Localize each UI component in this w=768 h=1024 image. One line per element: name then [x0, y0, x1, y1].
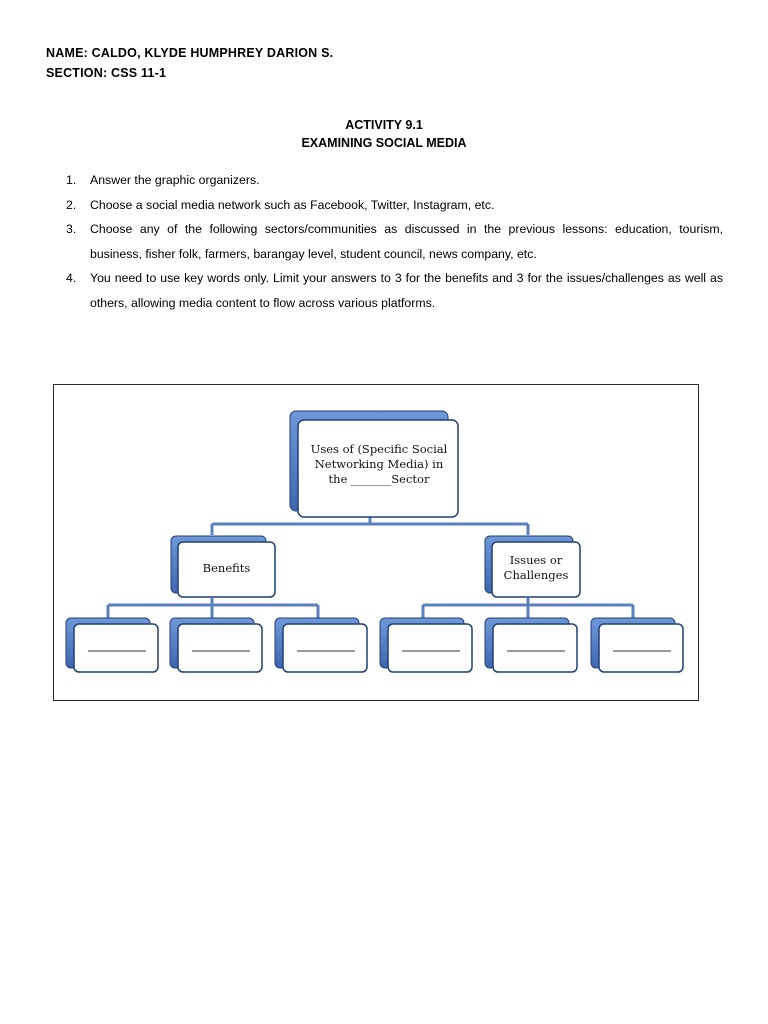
- root-label-line2: Networking Media) in: [314, 457, 444, 471]
- instructions-list: [66, 168, 723, 315]
- root-label-line1: Uses of (Specific Social: [310, 442, 448, 456]
- benefit-answer-box: [170, 618, 262, 672]
- activity-subtitle: EXAMINING SOCIAL MEDIA: [301, 136, 467, 150]
- issue-answer-box: [485, 618, 577, 672]
- instruction-item: 4. You need to use key words only. Limit your answers to 3 for the benefits and 3 for the issues/challenges as well as others, allowing media content to flow across various platforms.: [66, 271, 723, 310]
- instruction-item: 3. Choose any of the following sectors/communities as discussed in the previous lessons: education, tourism, business, fisher folk, farmers, barangay level, student council, news company, etc.: [66, 222, 723, 261]
- student-section: SECTION: CSS 11-1: [46, 66, 167, 80]
- issues-label: [492, 553, 580, 583]
- benefits-label: Benefits: [202, 561, 251, 575]
- organizer-diagram: [54, 385, 697, 699]
- activity-title: ACTIVITY 9.1: [345, 118, 423, 132]
- root-box-label: [300, 442, 458, 487]
- issue-answer-box: [380, 618, 472, 672]
- issue-answer-box: [591, 618, 683, 672]
- benefit-answer-box: [66, 618, 158, 672]
- instruction-item: 1. Answer the graphic organizers.: [66, 173, 260, 187]
- student-name: NAME: CALDO, KLYDE HUMPHREY DARION S.: [46, 46, 334, 60]
- root-label-line3: the _______Sector: [328, 472, 430, 486]
- instruction-item: 2. Choose a social media network such as Facebook, Twitter, Instagram, etc.: [66, 197, 495, 212]
- issues-label-line1: Issues or: [509, 553, 563, 567]
- graphic-organizer: [53, 384, 699, 701]
- benefit-answer-box: [275, 618, 367, 672]
- issues-label-line2: Challenges: [503, 568, 569, 582]
